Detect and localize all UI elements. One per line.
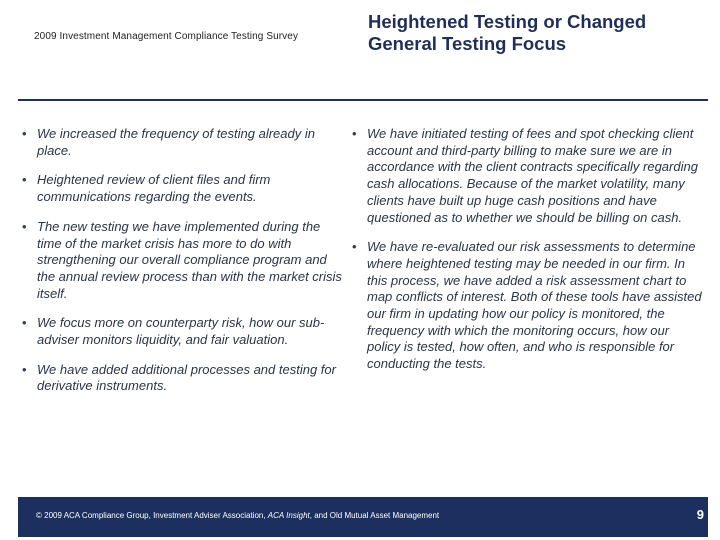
bullet-item	[22, 315, 342, 348]
copyright-publication: ACA Insight	[267, 511, 310, 520]
bullet-text: We focus more on counterparty risk, how our sub-adviser monitors liquidity, and fair valuation.	[37, 315, 325, 348]
bullet-icon: •	[22, 126, 27, 141]
bullet-item	[22, 362, 342, 395]
bullet-icon: •	[22, 172, 27, 188]
bullet-item	[22, 126, 342, 159]
bullet-item	[352, 126, 702, 226]
page-number: 9	[696, 507, 704, 522]
header-divider	[18, 99, 708, 101]
bullet-icon: •	[22, 218, 27, 234]
bullet-item	[352, 239, 702, 373]
bullet-icon: •	[22, 315, 27, 331]
survey-label: 2009 Investment Management Compliance Testing Survey	[34, 31, 299, 42]
bullet-text: We have re-evaluated our risk assessments to determine where heightened testing may be needed in our firm. In this process, we have added a risk assessment chart to map conflicts of interest. Both of these tools have assisted our firm in updating how our policy is monitored, the frequency with which the monitoring occurs, how our policy is tested, how often, and who is responsible for conducting the tests.	[367, 239, 702, 372]
bullet-text: The new testing we have implemented during the time of the market crisis has more to do with strengthening our overall compliance program and the annual review process than with the market crisis itself.	[37, 218, 342, 301]
bullet-text: We have initiated testing of fees and spot checking client account and third-party billing to make sure we are in accordance with the client contracts specifically regarding cash allocations. Because of the market volatility, many clients have built up huge cash positions and have questioned as to whether we should be billing on cash.	[367, 126, 698, 225]
bullet-icon: •	[352, 126, 357, 141]
copyright-prefix: © 2009 ACA Compliance Group, Investment Adviser Association,	[36, 511, 268, 520]
copyright-suffix: , and Old Mutual Asset Management	[309, 511, 440, 520]
left-column	[22, 126, 342, 408]
bullet-text: Heightened review of client files and firm communications regarding the events.	[37, 172, 271, 205]
slide-title: Heightened Testing or Changed General Testing Focus	[368, 11, 647, 54]
bullet-text: We have added additional processes and testing for derivative instruments.	[37, 361, 336, 394]
bullet-item	[22, 219, 342, 303]
bullet-icon: •	[352, 239, 357, 255]
bullet-text: We increased the frequency of testing already in place.	[37, 126, 315, 158]
bullet-icon: •	[22, 361, 27, 377]
right-column	[352, 126, 702, 386]
bullet-item	[22, 172, 342, 205]
copyright-notice	[36, 511, 439, 520]
footer-bar	[18, 497, 708, 537]
